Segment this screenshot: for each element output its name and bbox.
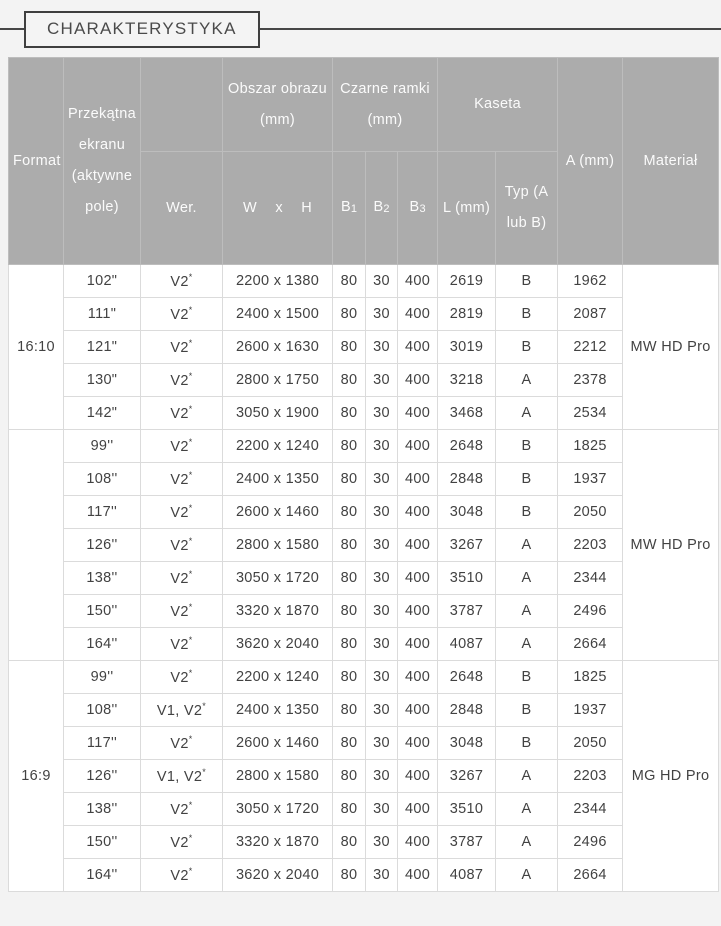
a-dimension-cell: 2087 (558, 298, 623, 331)
format-cell: 16:10 (9, 265, 64, 430)
b2-cell: 30 (366, 364, 398, 397)
image-area-cell: 2200 x 1240 (223, 430, 333, 463)
b1-cell: 80 (333, 265, 366, 298)
image-area-cell: 2800 x 1580 (223, 529, 333, 562)
cassette-length-cell: 2648 (438, 661, 496, 694)
table-row (9, 859, 719, 892)
cassette-type-cell: B (496, 496, 558, 529)
cassette-length-cell: 3019 (438, 331, 496, 364)
b1-cell: 80 (333, 727, 366, 760)
col-header-b3: B3 (398, 152, 438, 265)
b2-cell: 30 (366, 793, 398, 826)
format-cell: 16:9 (9, 661, 64, 892)
cassette-length-cell: 3510 (438, 793, 496, 826)
b2-cell: 30 (366, 661, 398, 694)
cassette-length-cell: 3048 (438, 727, 496, 760)
image-area-cell: 3050 x 1900 (223, 397, 333, 430)
b3-cell: 400 (398, 463, 438, 496)
image-area-cell: 2200 x 1240 (223, 661, 333, 694)
b1-cell: 80 (333, 364, 366, 397)
diagonal-cell: 111" (64, 298, 141, 331)
cassette-length-cell: 3267 (438, 529, 496, 562)
table-row (9, 331, 719, 364)
b1-cell: 80 (333, 298, 366, 331)
spec-table (8, 57, 719, 892)
cassette-type-cell: A (496, 595, 558, 628)
cassette-type-cell: A (496, 628, 558, 661)
cassette-type-cell: B (496, 298, 558, 331)
b3-cell: 400 (398, 793, 438, 826)
image-area-cell: 3620 x 2040 (223, 628, 333, 661)
table-row (9, 727, 719, 760)
diagonal-cell: 117'' (64, 496, 141, 529)
version-cell: V2* (141, 298, 223, 331)
version-cell: V2* (141, 628, 223, 661)
table-row (9, 298, 719, 331)
section-title-box (24, 11, 260, 48)
section-title-bar (0, 0, 721, 57)
table-row (9, 463, 719, 496)
version-cell: V2* (141, 793, 223, 826)
version-cell: V2* (141, 595, 223, 628)
image-area-cell: 2800 x 1750 (223, 364, 333, 397)
image-area-cell: 2400 x 1500 (223, 298, 333, 331)
spec-table-header (9, 58, 719, 265)
b1-cell: 80 (333, 331, 366, 364)
b3-cell: 400 (398, 727, 438, 760)
diagonal-cell: 99'' (64, 661, 141, 694)
material-cell: MW HD Pro (623, 265, 719, 430)
col-header-w-x-h: W x H (223, 152, 333, 265)
version-cell: V1, V2* (141, 760, 223, 793)
table-row (9, 430, 719, 463)
col-header-diagonal: Przekątna ekranu (aktywne pole) (64, 58, 141, 265)
b1-cell: 80 (333, 562, 366, 595)
b3-cell: 400 (398, 694, 438, 727)
version-cell: V2* (141, 727, 223, 760)
b1-cell: 80 (333, 628, 366, 661)
cassette-type-cell: A (496, 793, 558, 826)
cassette-length-cell: 3787 (438, 826, 496, 859)
a-dimension-cell: 2203 (558, 529, 623, 562)
image-area-cell: 3320 x 1870 (223, 826, 333, 859)
a-dimension-cell: 2664 (558, 628, 623, 661)
cassette-length-cell: 4087 (438, 628, 496, 661)
image-area-cell: 3050 x 1720 (223, 793, 333, 826)
cassette-type-cell: A (496, 397, 558, 430)
b2-cell: 30 (366, 397, 398, 430)
b2-cell: 30 (366, 265, 398, 298)
image-area-cell: 2600 x 1460 (223, 496, 333, 529)
b2-cell: 30 (366, 859, 398, 892)
b3-cell: 400 (398, 760, 438, 793)
table-row (9, 694, 719, 727)
version-cell: V2* (141, 463, 223, 496)
col-header-cassette-length: L (mm) (438, 152, 496, 265)
b2-cell: 30 (366, 760, 398, 793)
a-dimension-cell: 2344 (558, 793, 623, 826)
b2-cell: 30 (366, 562, 398, 595)
col-header-format: Format (9, 58, 64, 265)
a-dimension-cell: 2378 (558, 364, 623, 397)
table-row (9, 628, 719, 661)
diagonal-cell: 102" (64, 265, 141, 298)
b3-cell: 400 (398, 562, 438, 595)
cassette-length-cell: 3468 (438, 397, 496, 430)
a-dimension-cell: 1825 (558, 661, 623, 694)
diagonal-cell: 130" (64, 364, 141, 397)
col-header-material: Materiał (623, 58, 719, 265)
image-area-cell: 2600 x 1460 (223, 727, 333, 760)
format-cell (9, 430, 64, 661)
col-header-version-spacer (141, 58, 223, 152)
a-dimension-cell: 1937 (558, 694, 623, 727)
section-title: CHARAKTERYSTYKA (47, 19, 237, 38)
a-dimension-cell: 2496 (558, 826, 623, 859)
cassette-length-cell: 2848 (438, 463, 496, 496)
cassette-length-cell: 2848 (438, 694, 496, 727)
col-header-b1: B1 (333, 152, 366, 265)
b3-cell: 400 (398, 628, 438, 661)
image-area-cell: 2600 x 1630 (223, 331, 333, 364)
b3-cell: 400 (398, 298, 438, 331)
b1-cell: 80 (333, 496, 366, 529)
cassette-length-cell: 3510 (438, 562, 496, 595)
cassette-length-cell: 2619 (438, 265, 496, 298)
b2-cell: 30 (366, 496, 398, 529)
diagonal-cell: 117'' (64, 727, 141, 760)
diagonal-cell: 108'' (64, 463, 141, 496)
image-area-cell: 2800 x 1580 (223, 760, 333, 793)
b1-cell: 80 (333, 793, 366, 826)
table-row (9, 562, 719, 595)
table-row (9, 265, 719, 298)
version-cell: V2* (141, 265, 223, 298)
a-dimension-cell: 2050 (558, 727, 623, 760)
b2-cell: 30 (366, 529, 398, 562)
a-dimension-cell: 2203 (558, 760, 623, 793)
b1-cell: 80 (333, 595, 366, 628)
b2-cell: 30 (366, 595, 398, 628)
col-header-cassette: Kaseta (438, 58, 558, 152)
b3-cell: 400 (398, 397, 438, 430)
cassette-type-cell: B (496, 727, 558, 760)
diagonal-cell: 99'' (64, 430, 141, 463)
diagonal-cell: 164'' (64, 859, 141, 892)
image-area-cell: 3620 x 2040 (223, 859, 333, 892)
diagonal-cell: 126'' (64, 760, 141, 793)
cassette-type-cell: A (496, 364, 558, 397)
cassette-length-cell: 4087 (438, 859, 496, 892)
b1-cell: 80 (333, 826, 366, 859)
table-row (9, 496, 719, 529)
b1-cell: 80 (333, 430, 366, 463)
cassette-length-cell: 3787 (438, 595, 496, 628)
material-cell: MG HD Pro (623, 661, 719, 892)
b2-cell: 30 (366, 628, 398, 661)
image-area-cell: 2400 x 1350 (223, 694, 333, 727)
diagonal-cell: 138'' (64, 562, 141, 595)
table-row (9, 826, 719, 859)
version-cell: V2* (141, 430, 223, 463)
table-row (9, 793, 719, 826)
col-header-image-area: Obszar obrazu (mm) (223, 58, 333, 152)
b1-cell: 80 (333, 529, 366, 562)
b2-cell: 30 (366, 331, 398, 364)
b2-cell: 30 (366, 463, 398, 496)
col-header-version: Wer. (141, 152, 223, 265)
b3-cell: 400 (398, 364, 438, 397)
b2-cell: 30 (366, 826, 398, 859)
col-header-black-frames: Czarne ramki (mm) (333, 58, 438, 152)
a-dimension-cell: 1825 (558, 430, 623, 463)
diagonal-cell: 126'' (64, 529, 141, 562)
col-header-cassette-type: Typ (A lub B) (496, 152, 558, 265)
version-cell: V2* (141, 496, 223, 529)
diagonal-cell: 150'' (64, 826, 141, 859)
b3-cell: 400 (398, 595, 438, 628)
b3-cell: 400 (398, 496, 438, 529)
image-area-cell: 3320 x 1870 (223, 595, 333, 628)
cassette-type-cell: B (496, 661, 558, 694)
diagonal-cell: 150'' (64, 595, 141, 628)
b3-cell: 400 (398, 430, 438, 463)
cassette-length-cell: 3267 (438, 760, 496, 793)
b1-cell: 80 (333, 694, 366, 727)
cassette-type-cell: B (496, 463, 558, 496)
a-dimension-cell: 2212 (558, 331, 623, 364)
table-row (9, 364, 719, 397)
b1-cell: 80 (333, 760, 366, 793)
b3-cell: 400 (398, 265, 438, 298)
b3-cell: 400 (398, 826, 438, 859)
diagonal-cell: 121" (64, 331, 141, 364)
version-cell: V2* (141, 331, 223, 364)
diagonal-cell: 164'' (64, 628, 141, 661)
a-dimension-cell: 2344 (558, 562, 623, 595)
image-area-cell: 2400 x 1350 (223, 463, 333, 496)
a-dimension-cell: 2496 (558, 595, 623, 628)
cassette-length-cell: 3048 (438, 496, 496, 529)
a-dimension-cell: 1937 (558, 463, 623, 496)
b3-cell: 400 (398, 859, 438, 892)
image-area-cell: 2200 x 1380 (223, 265, 333, 298)
b2-cell: 30 (366, 694, 398, 727)
version-cell: V2* (141, 529, 223, 562)
table-row (9, 661, 719, 694)
b3-cell: 400 (398, 331, 438, 364)
b1-cell: 80 (333, 463, 366, 496)
cassette-type-cell: B (496, 694, 558, 727)
diagonal-cell: 138'' (64, 793, 141, 826)
cassette-type-cell: A (496, 826, 558, 859)
table-row (9, 397, 719, 430)
cassette-type-cell: A (496, 859, 558, 892)
table-row (9, 529, 719, 562)
a-dimension-cell: 2534 (558, 397, 623, 430)
cassette-type-cell: A (496, 529, 558, 562)
version-cell: V2* (141, 397, 223, 430)
cassette-type-cell: A (496, 760, 558, 793)
diagonal-cell: 108'' (64, 694, 141, 727)
version-cell: V2* (141, 826, 223, 859)
cassette-type-cell: A (496, 562, 558, 595)
b2-cell: 30 (366, 430, 398, 463)
b1-cell: 80 (333, 859, 366, 892)
cassette-length-cell: 2819 (438, 298, 496, 331)
col-header-a-dimension: A (mm) (558, 58, 623, 265)
diagonal-cell: 142" (64, 397, 141, 430)
b2-cell: 30 (366, 298, 398, 331)
image-area-cell: 3050 x 1720 (223, 562, 333, 595)
b3-cell: 400 (398, 661, 438, 694)
b2-cell: 30 (366, 727, 398, 760)
version-cell: V1, V2* (141, 694, 223, 727)
cassette-type-cell: B (496, 430, 558, 463)
version-cell: V2* (141, 661, 223, 694)
version-cell: V2* (141, 364, 223, 397)
table-row (9, 595, 719, 628)
a-dimension-cell: 1962 (558, 265, 623, 298)
cassette-length-cell: 2648 (438, 430, 496, 463)
table-row (9, 760, 719, 793)
a-dimension-cell: 2050 (558, 496, 623, 529)
b1-cell: 80 (333, 397, 366, 430)
spec-table-body (9, 265, 719, 892)
cassette-length-cell: 3218 (438, 364, 496, 397)
cassette-type-cell: B (496, 331, 558, 364)
a-dimension-cell: 2664 (558, 859, 623, 892)
b1-cell: 80 (333, 661, 366, 694)
b3-cell: 400 (398, 529, 438, 562)
version-cell: V2* (141, 562, 223, 595)
material-cell: MW HD Pro (623, 430, 719, 661)
version-cell: V2* (141, 859, 223, 892)
header-row-top (9, 58, 719, 152)
col-header-b2: B2 (366, 152, 398, 265)
cassette-type-cell: B (496, 265, 558, 298)
